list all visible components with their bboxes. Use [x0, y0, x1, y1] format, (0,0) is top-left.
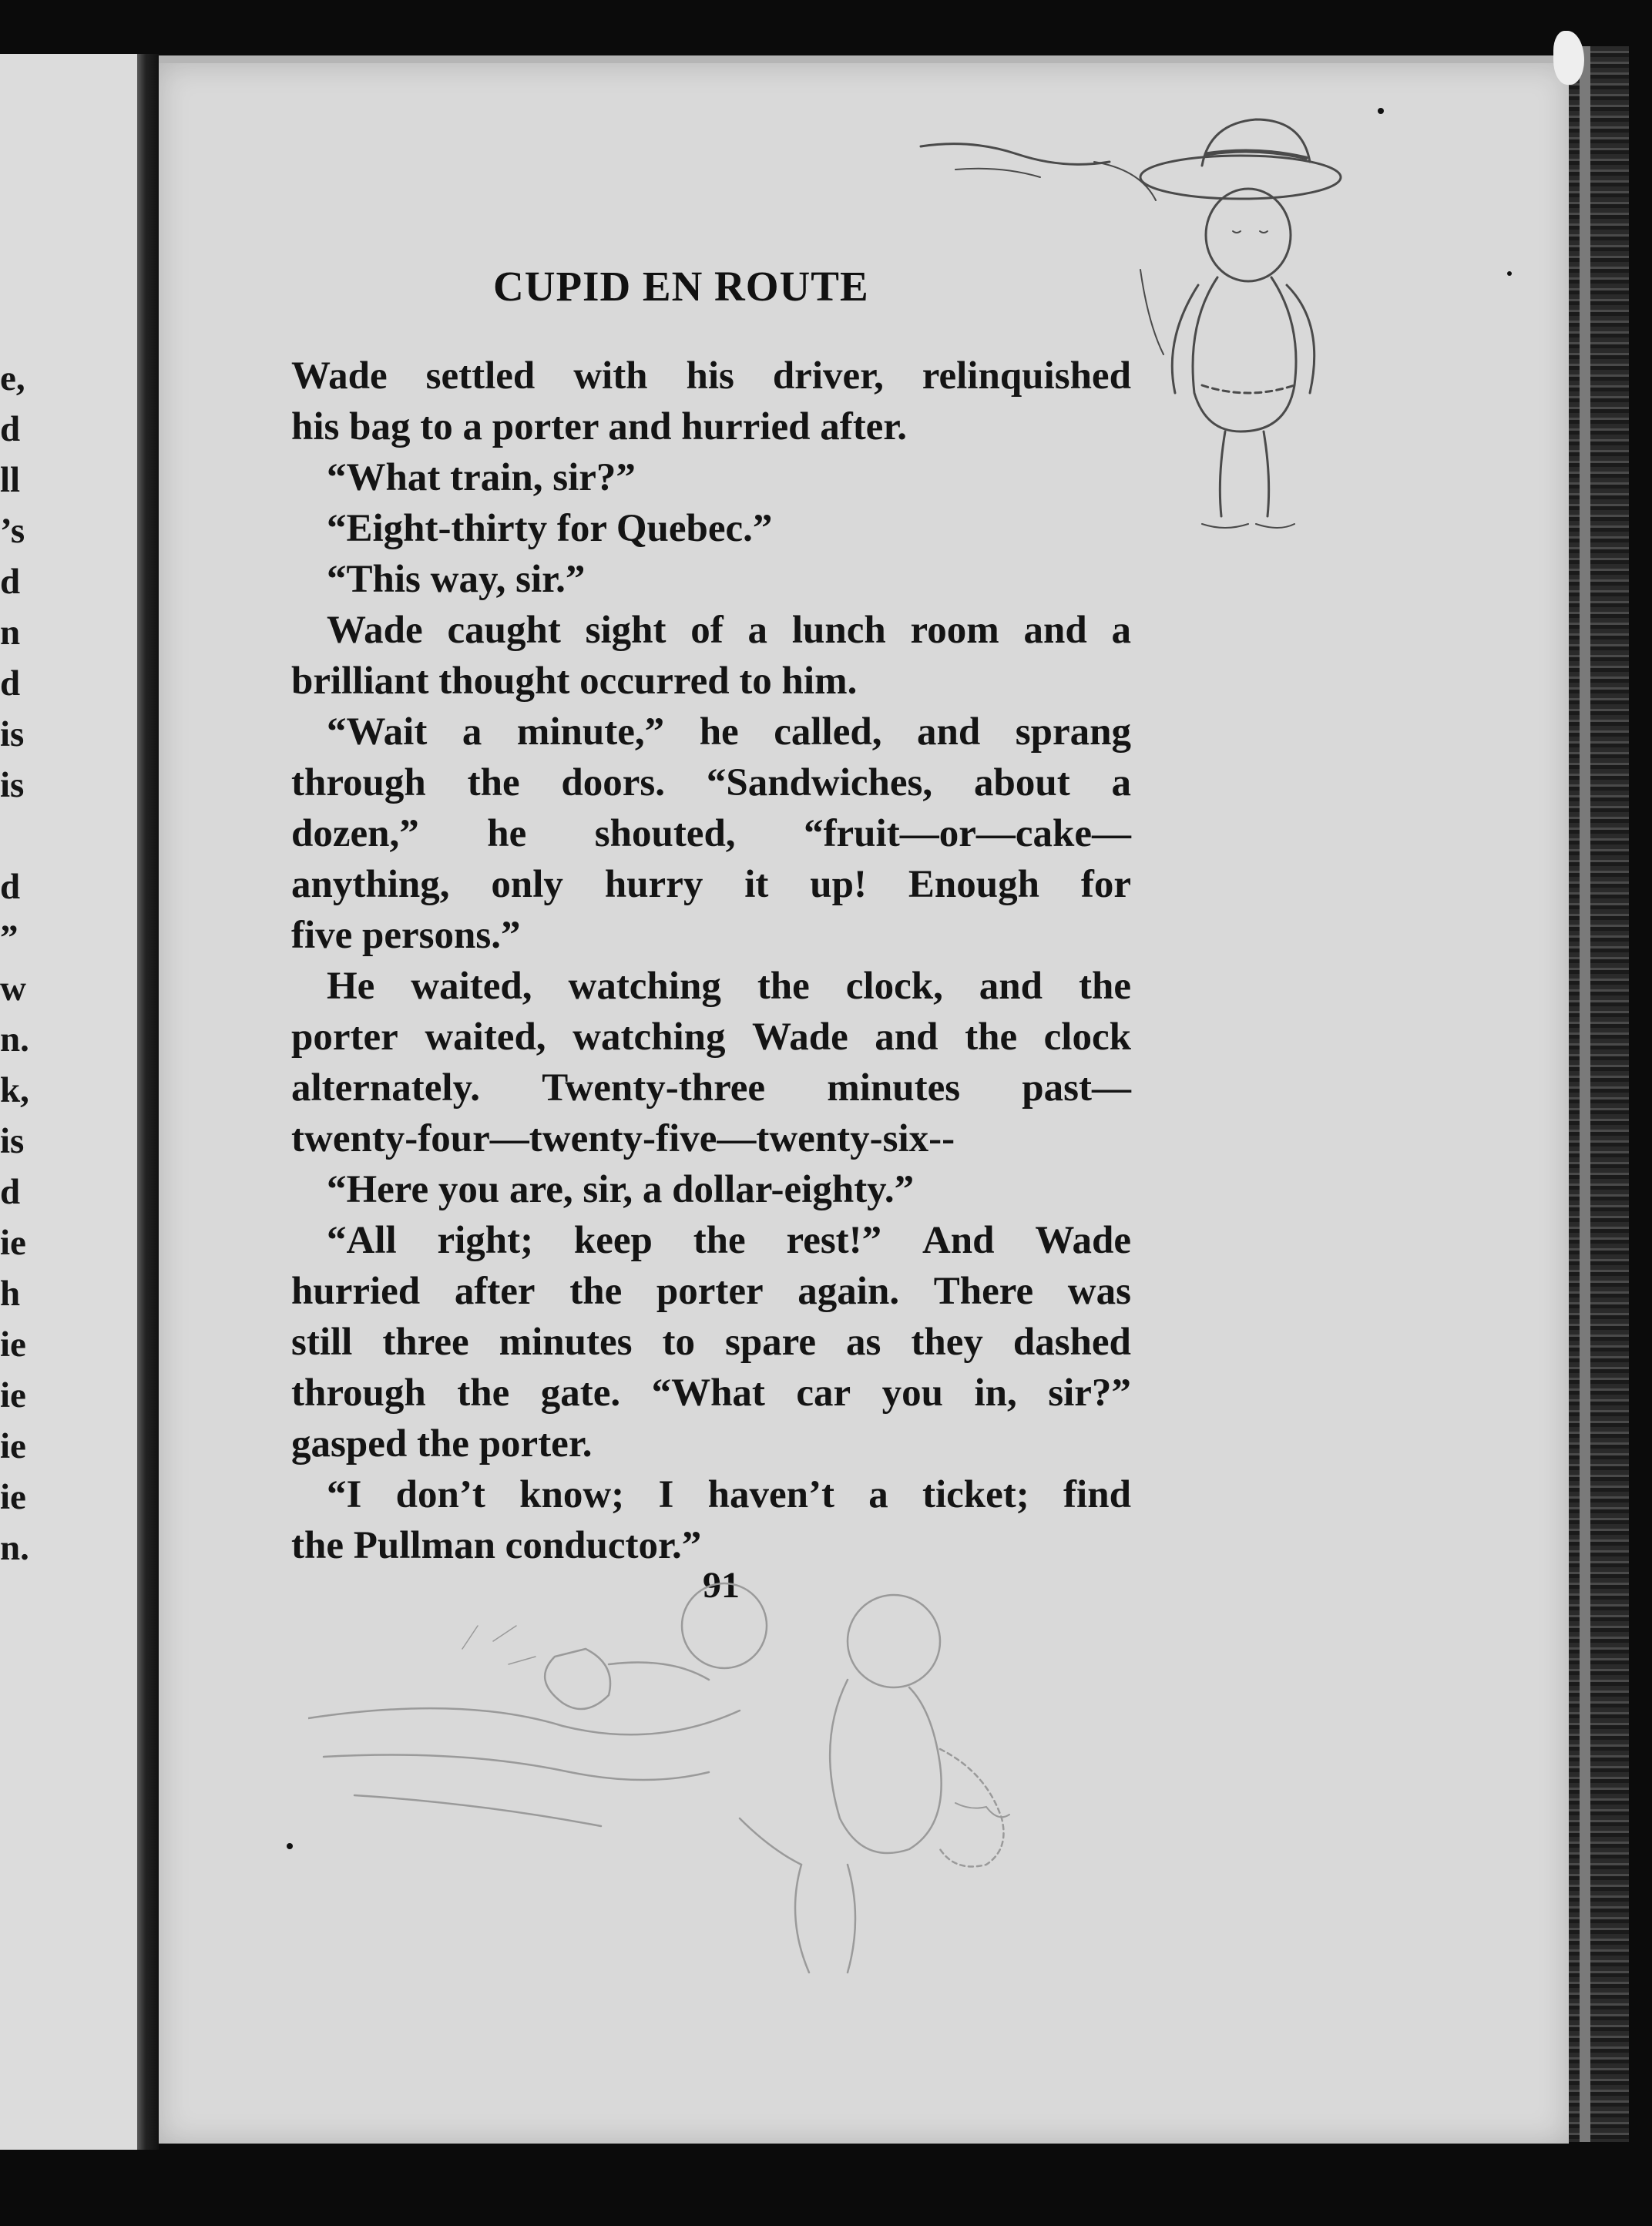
text-line: “Here you are, sir, a dollar-eighty.”	[327, 1168, 915, 1211]
word: Enough	[908, 863, 1039, 906]
word: minute,”	[516, 710, 665, 754]
word: the	[569, 1270, 623, 1313]
text-line	[291, 1368, 1131, 1419]
word: after	[454, 1270, 536, 1313]
word: And	[922, 1219, 995, 1262]
word: the	[1079, 965, 1131, 1008]
text-line: his bag to a porter and hurried after.	[291, 405, 908, 448]
text-line	[291, 1063, 1131, 1113]
previous-page-fragment: ie	[0, 1325, 26, 1365]
word: doors.	[561, 761, 666, 804]
word: you	[881, 1372, 944, 1415]
ink-speck	[287, 1843, 293, 1849]
previous-page-fragment: w	[0, 969, 26, 1009]
word: the	[457, 1372, 510, 1415]
word: sight	[585, 609, 667, 652]
text-line: “Eight-thirty for Quebec.”	[327, 507, 773, 550]
word: to	[662, 1321, 695, 1364]
previous-page-fragment: n	[0, 613, 21, 653]
text-line	[291, 808, 1131, 859]
previous-page-fragment: k,	[0, 1070, 29, 1110]
word: relinquished	[922, 354, 1131, 398]
text-line: “This way, sir.”	[327, 558, 586, 601]
text-line	[291, 1012, 1131, 1063]
word: and	[1023, 609, 1087, 652]
previous-page-text-fragments	[0, 353, 62, 1573]
word: waited,	[411, 965, 532, 1008]
word: “What	[651, 1372, 765, 1415]
word: a	[1111, 609, 1131, 652]
word: gate.	[540, 1372, 621, 1415]
previous-page-fragment: d	[0, 409, 21, 449]
word: anything,	[291, 863, 450, 906]
text-line: gasped the porter.	[291, 1422, 593, 1466]
word: dozen,”	[291, 812, 419, 855]
word: a	[462, 710, 482, 754]
text-line	[291, 1317, 1131, 1368]
word: still	[291, 1321, 353, 1364]
previous-page-fragment: n.	[0, 1019, 29, 1059]
previous-page-fragment: d	[0, 867, 21, 907]
book-gutter	[137, 54, 159, 2150]
word: as	[846, 1321, 881, 1364]
text-line	[291, 757, 1131, 808]
previous-page-fragment: d	[0, 663, 21, 703]
word: Wade	[752, 1016, 848, 1059]
text-line: brilliant thought occurred to him.	[291, 660, 858, 703]
word: minutes	[499, 1321, 633, 1364]
word: through	[291, 1372, 426, 1415]
word: called,	[774, 710, 882, 754]
word: “Wait	[327, 710, 428, 754]
word: “fruit—or—cake—	[804, 812, 1131, 855]
word: alternately.	[291, 1066, 481, 1110]
previous-page-fragment: n.	[0, 1528, 29, 1568]
page-number: 91	[703, 1565, 740, 1606]
word: right;	[437, 1219, 534, 1262]
text-line: five persons.”	[291, 914, 521, 957]
word: was	[1067, 1270, 1131, 1313]
previous-page-fragment: ll	[0, 460, 21, 500]
word: his	[686, 354, 734, 398]
word: clock	[1043, 1016, 1131, 1059]
previous-page-fragment: ie	[0, 1375, 26, 1415]
word: driver,	[772, 354, 884, 398]
word: haven’t	[707, 1473, 834, 1516]
word: through	[291, 761, 426, 804]
word: keep	[573, 1219, 653, 1262]
word: and	[875, 1016, 938, 1059]
corner-tab	[1553, 31, 1584, 85]
previous-page-fragment	[0, 811, 62, 861]
word: shouted,	[594, 812, 736, 855]
text-line	[291, 605, 1131, 656]
cupid-with-hat-icon	[909, 92, 1402, 555]
word: three	[382, 1321, 469, 1364]
previous-page-fragment: ”	[0, 918, 18, 958]
text-line	[291, 859, 1131, 910]
word: only	[491, 863, 563, 906]
word: waited,	[425, 1016, 546, 1059]
word: of	[690, 609, 724, 652]
word: There	[933, 1270, 1034, 1313]
word: up!	[810, 863, 867, 906]
word: a	[868, 1473, 888, 1516]
word: porter	[656, 1270, 764, 1313]
word: the	[693, 1219, 746, 1262]
word: with	[573, 354, 648, 398]
word: and	[979, 965, 1043, 1008]
text-line	[291, 1469, 1131, 1520]
word: the	[757, 965, 810, 1008]
word: Wade	[1035, 1219, 1131, 1262]
word: hurried	[291, 1270, 421, 1313]
word: rest!”	[786, 1219, 882, 1262]
word: I	[658, 1473, 674, 1516]
word: “All	[327, 1219, 397, 1262]
word: minutes	[827, 1066, 961, 1110]
previous-page-fragment: is	[0, 765, 25, 805]
word: a	[1111, 761, 1131, 804]
right-page-edge-strip	[1580, 46, 1590, 2142]
previous-page-fragment: h	[0, 1274, 21, 1314]
word: sir?”	[1048, 1372, 1131, 1415]
word: room	[910, 609, 999, 652]
word: dashed	[1012, 1321, 1131, 1364]
previous-page-fragment: ie	[0, 1426, 26, 1466]
word: “I	[327, 1473, 362, 1516]
text-line	[291, 1266, 1131, 1317]
cupids-with-pitcher-icon	[308, 1572, 1094, 2003]
previous-page-fragment: ’s	[0, 511, 25, 551]
word: ticket;	[922, 1473, 1029, 1516]
word: in,	[974, 1372, 1017, 1415]
word: clock,	[845, 965, 943, 1008]
word: settled	[425, 354, 536, 398]
word: watching	[572, 1016, 726, 1059]
previous-page-fragment: d	[0, 1172, 21, 1212]
ink-speck	[1378, 108, 1384, 114]
previous-page-fragment: ie	[0, 1477, 26, 1517]
word: Wade	[327, 609, 423, 652]
word: know;	[519, 1473, 625, 1516]
word: caught	[447, 609, 561, 652]
text-line	[291, 961, 1131, 1012]
word: porter	[291, 1016, 398, 1059]
word: about	[973, 761, 1070, 804]
previous-page-fragment: is	[0, 714, 25, 754]
word: sprang	[1015, 710, 1131, 754]
previous-page-fragment: is	[0, 1121, 25, 1161]
word: lunch	[791, 609, 886, 652]
running-head: CUPID EN ROUTE	[493, 263, 869, 310]
word: and	[916, 710, 981, 754]
ink-speck	[1507, 271, 1512, 276]
word: car	[796, 1372, 851, 1415]
word: watching	[568, 965, 721, 1008]
word: don’t	[395, 1473, 485, 1516]
word: the	[467, 761, 520, 804]
word: for	[1080, 863, 1131, 906]
word: they	[911, 1321, 983, 1364]
previous-page-fragment: d	[0, 562, 21, 602]
word: find	[1063, 1473, 1131, 1516]
word: it	[744, 863, 769, 906]
word: he	[487, 812, 527, 855]
previous-page-fragment: e,	[0, 358, 25, 398]
word: spare	[724, 1321, 817, 1364]
word: the	[965, 1016, 1018, 1059]
word: a	[747, 609, 768, 652]
word: “Sandwiches,	[706, 761, 933, 804]
text-line	[291, 707, 1131, 757]
text-line: the Pullman conductor.”	[291, 1524, 702, 1567]
word: Twenty-three	[542, 1066, 766, 1110]
word: again.	[797, 1270, 900, 1313]
word: He	[327, 965, 375, 1008]
text-line: twenty-four—twenty-five—twenty-six--	[291, 1117, 955, 1160]
text-line: “What train, sir?”	[327, 456, 636, 499]
word: past—	[1022, 1066, 1131, 1110]
text-line	[291, 1215, 1131, 1266]
previous-page-fragment: ie	[0, 1223, 26, 1263]
word: he	[699, 710, 739, 754]
word: Wade	[291, 354, 388, 398]
word: hurry	[604, 863, 703, 906]
right-page-edges	[1569, 46, 1629, 2142]
